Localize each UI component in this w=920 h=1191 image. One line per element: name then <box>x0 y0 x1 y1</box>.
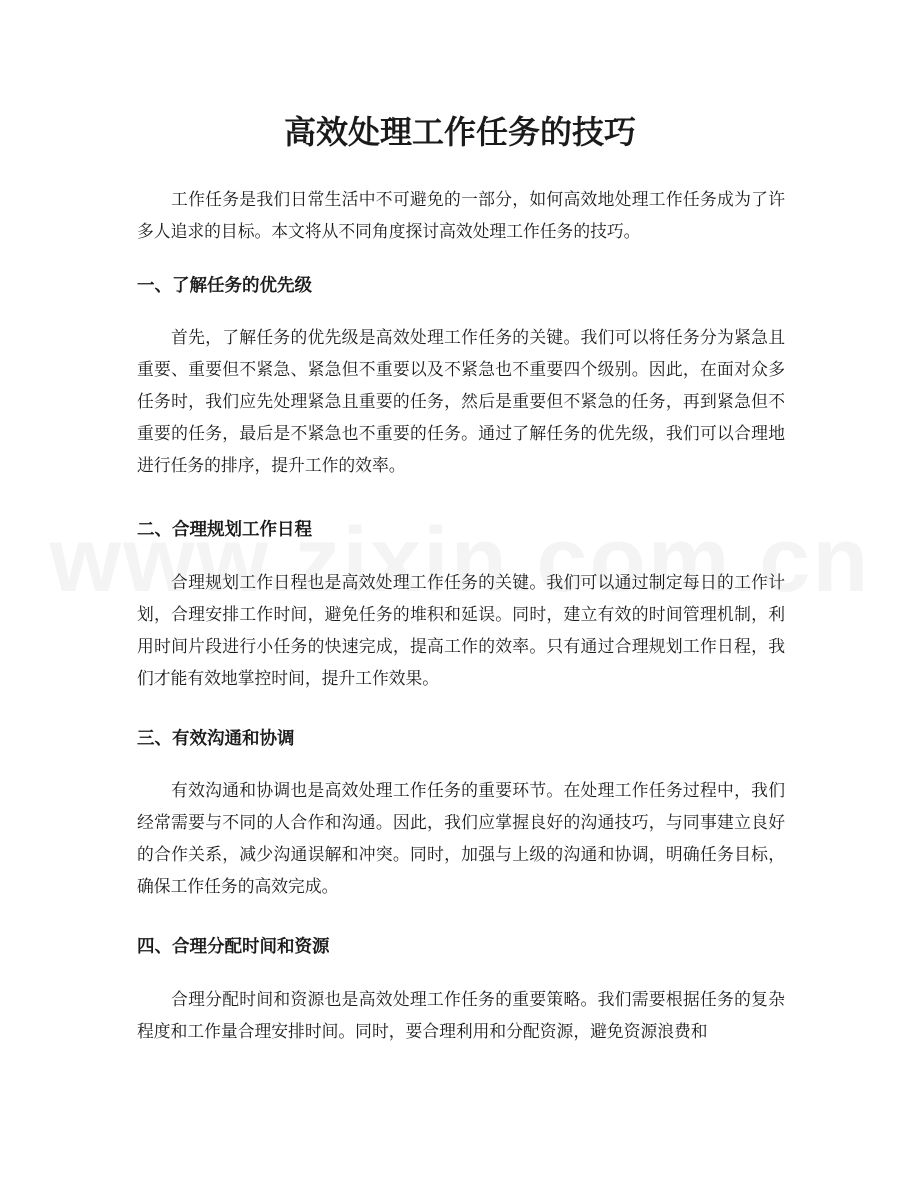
document-title: 高效处理工作任务的技巧 <box>283 113 636 151</box>
intro-paragraph: 工作任务是我们日常生活中不可避免的一部分，如何高效地处理工作任务成为了许多人追求的目标。本文将从不同角度探讨高效处理工作任务的技巧。 <box>137 189 785 241</box>
section-1-paragraph: 首先，了解任务的优先级是高效处理工作任务的关键。我们可以将任务分为紧急且重要、重要但不紧急、紧急但不重要以及不紧急也不重要四个级别。因此，在面对众多任务时，我们应先处理紧急且重要的任务，然后是重要但不紧急的任务，再到紧急但不重要的任务，最后是不紧急也不重要的任务。通过了解任务的优先级，我们可以合理地进行任务的排序，提升工作的效率。 <box>137 327 785 475</box>
section-2-heading: 二、合理规划工作日程 <box>137 520 312 540</box>
section-1-heading: 一、了解任务的优先级 <box>137 276 312 296</box>
section-3-paragraph: 有效沟通和协调也是高效处理工作任务的重要环节。在处理工作任务过程中，我们经常需要与不同的人合作和沟通。因此，我们应掌握良好的沟通技巧，与同事建立良好的合作关系，减少沟通误解和冲突。同时，加强与上级的沟通和协调，明确任务目标，确保工作任务的高效完成。 <box>137 780 785 896</box>
section-4-paragraph: 合理分配时间和资源也是高效处理工作任务的重要策略。我们需要根据任务的复杂程度和工作量合理安排时间。同时，要合理利用和分配资源，避免资源浪费和 <box>137 989 785 1041</box>
section-3-heading: 三、有效沟通和协调 <box>137 729 295 749</box>
section-2-paragraph: 合理规划工作日程也是高效处理工作任务的关键。我们可以通过制定每日的工作计划，合理安排工作时间，避免任务的堆积和延误。同时，建立有效的时间管理机制，利用时间片段进行小任务的快速完成，提高工作的效率。只有通过合理规划工作日程，我们才能有效地掌控时间，提升工作效果。 <box>137 572 785 688</box>
section-4-heading: 四、合理分配时间和资源 <box>137 937 330 957</box>
